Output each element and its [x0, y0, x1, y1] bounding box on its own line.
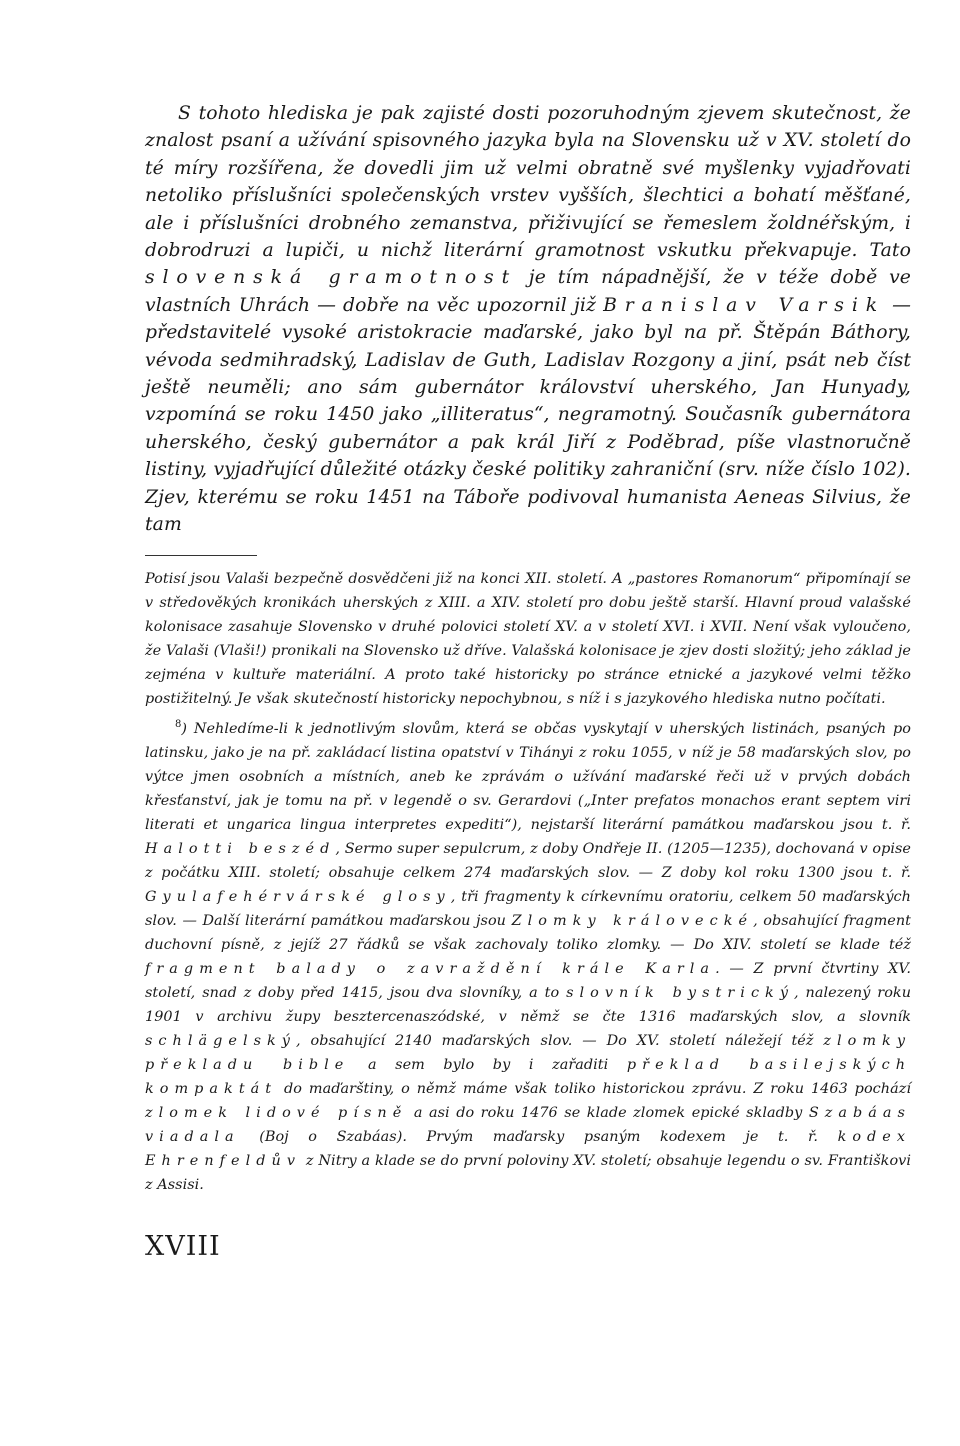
footnote-8-part-e: . — Z první čtvrtiny XV. století, snad z doby před 1415, jsou dva slovníky, a to [145, 960, 911, 1001]
footnote-8-part-a: ) Nehledíme-li k jednotlivým slovům, která se občas vyskytají v uherských listinách, psaných po latinsku, jako je na př. zakládací listina opatství v Tihányi z roku 1055, v níž je 58 maďarských slov, po výtce jmen osobních a místních, aneb ke zprávám o užívání maďarské řeči už v prvých dobách křesťanství, jak je tomu na př. v legendě o sv. Gerardovi („Inter prefatos monachos erant septem viri literati et ungarica lingua interpretes expediti“), nejstarší literární památkou maďarskou jsou t. ř. [145, 720, 911, 833]
footnote-8-part-l: z Nitry a klade se do první poloviny XV. století; obsahuje legendu o sv. Františkovi z Assisi. [145, 1152, 911, 1193]
footnote-8-part-g: , obsahující 2140 maďarských slov. — Do XV. století náležejí též [296, 1032, 814, 1049]
spaced-title-preklad-kompaktat: překlad basilejských kompaktát [145, 1056, 912, 1097]
footnote-1-text: Potisí jsou Valaši bezpečně dosvědčeni již na konci XII. století. A „pastores Romanorum“ připomínají se v středověkých kronikách uherských z XIII. a XIV. století pro dobu ještě starší. Hlavní proud valašské kolonisace zasahuje Slovensko v druhé polovici století XV. a v století XVI. i XVII. Není však vyloučeno, že Valaši (Vlaši!) pronikali na Slovensko už dříve. Valašská kolonisace je zjev dosti složitý; jeho základ je zejména v kultuře materiální. A proto také historicky po stránce etnické a jazykové velmi těžko postižitelný. Je však skutečností historicky nepochybnou, s níž i s jazykového hlediska nutno počítati. [145, 570, 911, 707]
page-body [145, 100, 911, 1197]
footnote-8-part-c: , tři fragmenty k církevnímu oratoriu, celkem 50 maďarských slov. — Další literární památkou maďarskou jsou [145, 888, 911, 929]
spaced-title-halotti-beszed: Halotti beszéd [145, 840, 336, 857]
spaced-name-branislav-varsik: Branislav Varsik [603, 294, 885, 316]
main-text-part-1: S tohoto hlediska je pak zajisté dosti pozoruhodným zjevem skutečnost, že znalost psaní a užívání spisovného jazyka byla na Slovensku už v XV. století do té míry rozšířena, že dovedli jim už velmi obratně své myšlenky vyjadřovati netoliko příslušníci společenských vrstev vyšších, šlechtici a bohatí měšťané, ale i příslušníci drobného zemanstva, přiživující se řemeslem žoldnéřským, i dobrodruzi a lupiči, u nichž literární gramotnost vskutku překvapuje. Tato [145, 103, 911, 262]
footnote-8-part-i: do maďarštiny, o němž máme však toliko historickou zprávu. Z roku 1463 pochází [284, 1080, 912, 1097]
spaced-title-szabaas-viadala: Szabáas viadala [145, 1104, 911, 1145]
page-number: XVIII [145, 1231, 221, 1262]
main-text-part-2: je tím nápadnější, že v téže době ve vlastních Uhrách — dobře na věc upozornil již [145, 267, 911, 316]
spaced-title-zlomek-lidove-pisne: zlomek lidové písně [145, 1104, 408, 1121]
footnote-8-part-d: , obsahující fragment duchovní písně, z jejíž 27 řádků se však zachovaly toliko zlomky. — Do XIV. století se klade též [145, 912, 912, 953]
footnote-continuation [145, 567, 911, 711]
spaced-title-zlomky-kralovecke: Zlomky královecké [511, 912, 754, 929]
spaced-title-kodex-ehrenfelduv: kodex Ehrenfeldův [145, 1128, 912, 1169]
footnote-8-part-f: , nalezený roku 1901 v archivu župy besztercenaszódské, v němž se čte 1316 maďarských slov, a slovník [145, 984, 912, 1025]
spaced-title-zlomky-prekladu-bible: zlomky překladu bible [145, 1032, 911, 1073]
spaced-title-schlagelsky: schlägelský [145, 1032, 296, 1049]
spaced-title-gyulafehervarske-glosy: Gyulafehérvárské glosy [145, 888, 451, 905]
main-text-part-3: — představitelé vysoké aristokracie maďarské, jako byl na př. Štěpán Báthory, vévoda sedmihradský, Ladislav de Guth, Ladislav Rozgony a jiní, psát neb číst ještě neuměli; ano sám gubernátor království uherského, Jan Hunyady, vzpomíná se roku 1450 jako „illiteratus“, negramotný. Současník gubernátora uherského, český gubernátor a pak král Jiří z Poděbrad, píše vlastnoručně listiny, vyjadřující důležité otázky české politiky zahraniční (srv. níže číslo 102). Zjev, kterému se roku 1451 na Táboře podivoval humanista Aeneas Silvius, že tam [145, 294, 911, 536]
main-paragraph [145, 100, 911, 539]
footnote-8-part-k: (Boj o Szabáas). Prvým maďarsky psaným kodexem je t. ř. [259, 1128, 818, 1145]
footnote-marker: 8 [175, 718, 182, 730]
footnote-8-part-j: a asi do roku 1476 se klade zlomek epické skladby [413, 1104, 803, 1121]
spaced-term-slovenska-gramotnost: slovenská gramotnost [145, 267, 518, 289]
footnote-separator [145, 555, 257, 556]
footnote-8 [145, 717, 911, 1197]
footnote-8-part-h: a sem bylo by i zařaditi [367, 1056, 609, 1073]
footnote-8-part-b: , Sermo super sepulcrum, z doby Ondřeje II. (1205—1235), dochovaná v opise z počátku XIII. století; obsahuje celkem 274 maďarských slov. — Z doby kol roku 1300 jsou t. ř. [145, 840, 911, 881]
spaced-title-fragment-balady: fragment balady o zavraždění krále Karla [145, 960, 716, 977]
spaced-title-slovnik-bystricky: slovník bystrický [566, 984, 795, 1001]
